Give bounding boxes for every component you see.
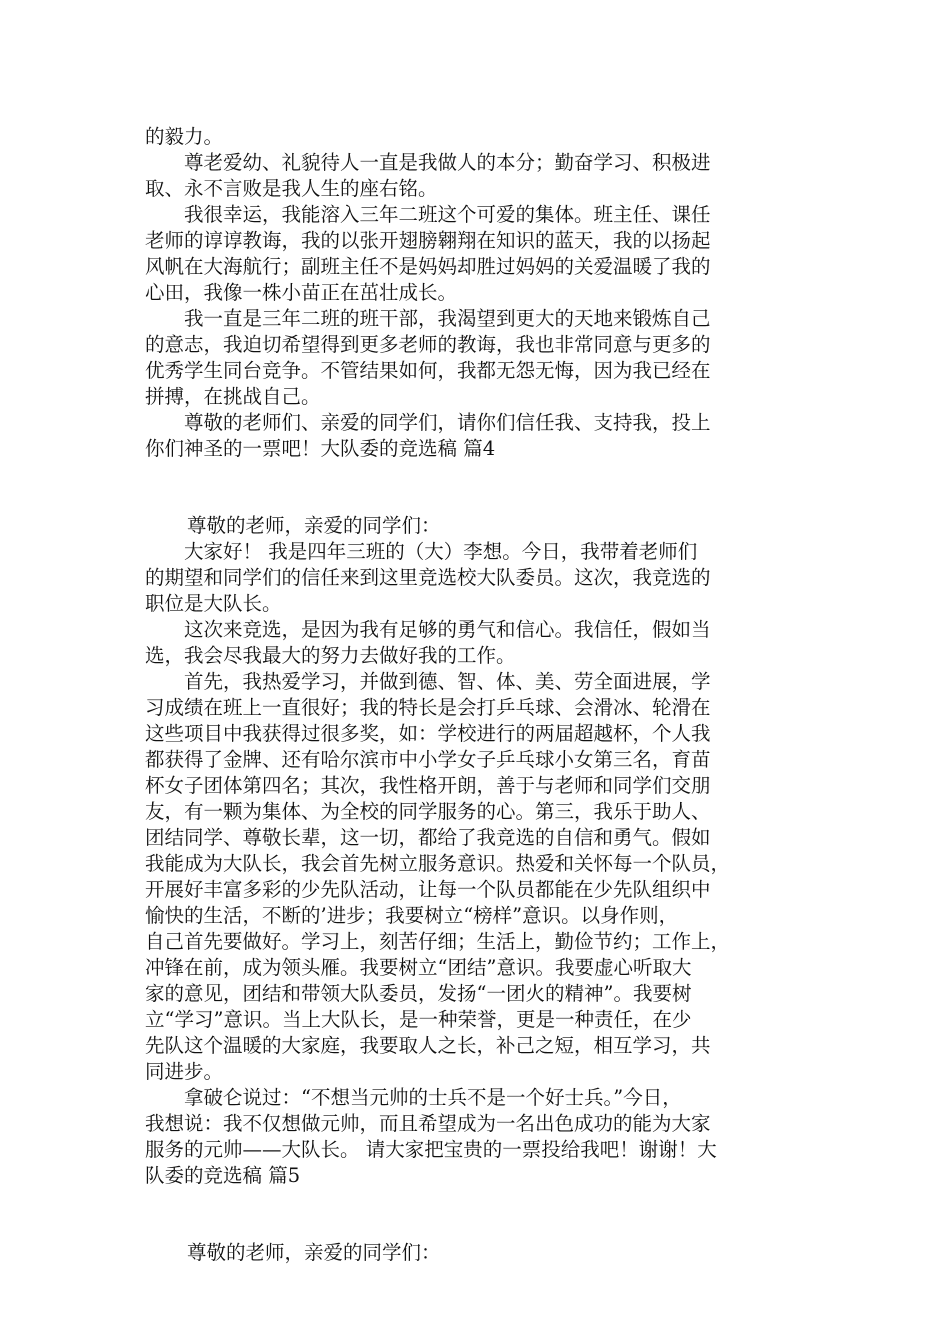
text-line: 的期望和同学们的信任来到这里竞选校大队委员。这次，我竞选的	[145, 566, 711, 589]
text-line: 我想说：我不仅想做元帅，而且希望成为一名出色成功的能为大家	[145, 1112, 711, 1135]
text-line: 家的意见，团结和带领大队委员，发扬“一团火的精神”。我要树	[145, 982, 692, 1005]
text-line: 开展好丰富多彩的少先队活动，让每一个队员都能在少先队组织中	[145, 878, 711, 901]
text-line: 立“学习”意识。当上大队长，是一种荣誉，更是一种责任，在少	[145, 1008, 692, 1031]
text-line: 首先，我热爱学习，并做到德、智、体、美、劳全面进展，学	[145, 670, 711, 693]
text-line: 我一直是三年二班的班干部，我渴望到更大的天地来锻炼自己	[145, 307, 711, 330]
section-heading-line: 队委的竞选稿 篇5	[145, 1164, 301, 1187]
text-line: 友，有一颗为集体、为全校的同学服务的心。第三，我乐于助人、	[145, 800, 711, 823]
text-line: 取、永不言败是我人生的座右铭。	[145, 177, 438, 200]
text-line: 风帆在大海航行；副班主任不是妈妈却胜过妈妈的关爱温暖了我的	[145, 255, 711, 278]
text-line: 老师的谆谆教诲，我的以张开翅膀翱翔在知识的蓝天，我的以扬起	[145, 229, 711, 252]
text-line: 优秀学生同台竞争。不管结果如何，我都无怨无悔，因为我已经在	[145, 359, 711, 382]
text-line: 拿破仑说过：“不想当元帅的士兵不是一个好士兵。”今日，	[145, 1086, 682, 1109]
text-line: 同进步。	[145, 1060, 224, 1083]
text-line: 这些项目中我获得过很多奖，如：学校进行的两届超越杯，个人我	[145, 722, 711, 745]
text-line: 杯女子团体第四名；其次，我性格开朗，善于与老师和同学们交朋	[145, 774, 711, 797]
text-line: 职位是大队长。	[145, 592, 282, 615]
salutation: 尊敬的老师，亲爱的同学们：	[187, 1241, 441, 1264]
text-line: 心田，我像一株小苗正在茁壮成长。	[145, 281, 458, 304]
text-line: 我很幸运，我能溶入三年二班这个可爱的集体。班主任、课任	[145, 203, 711, 226]
text-line: 愉快的生活，不断的’进步；我要树立“榜样”意识。以身作则，	[145, 904, 679, 927]
text-line: 的意志，我迫切希望得到更多老师的教诲，我也非常同意与更多的	[145, 333, 711, 356]
text-line: 尊老爱幼、礼貌待人一直是我做人的本分；勤奋学习、积极进	[145, 151, 711, 174]
text-line: 大家好！ 我是四年三班的（大）李想。今日，我带着老师们	[145, 540, 698, 563]
text-line: 这次来竞选，是因为我有足够的勇气和信心。我信任，假如当	[145, 618, 711, 641]
text-line: 冲锋在前，成为领头雁。我要树立“团结”意识。我要虚心听取大	[145, 956, 692, 979]
section-heading-line: 你们神圣的一票吧！大队委的竞选稿 篇4	[145, 437, 496, 460]
text-line: 服务的元帅——大队长。 请大家把宝贵的一票投给我吧！谢谢！大	[145, 1138, 717, 1161]
salutation: 尊敬的老师，亲爱的同学们：	[187, 514, 441, 537]
text-line: 尊敬的老师们、亲爱的同学们，请你们信任我、支持我，投上	[145, 411, 711, 434]
text-line: 的毅力。	[145, 125, 224, 148]
text-line: 都获得了金牌、还有哈尔滨市中小学女子乒乓球小女第三名，育苗	[145, 748, 711, 771]
text-line: 自己首先要做好。学习上，刻苦仔细；生活上，勤俭节约；工作上，	[145, 930, 731, 953]
text-line: 我能成为大队长，我会首先树立服务意识。热爱和关怀每一个队员，	[145, 852, 731, 875]
text-line: 先队这个温暖的大家庭，我要取人之长，补己之短，相互学习，共	[145, 1034, 711, 1057]
text-line: 拼搏，在挑战自己。	[145, 385, 321, 408]
text-line: 习成绩在班上一直很好；我的特长是会打乒乓球、会滑冰、轮滑在	[145, 696, 711, 719]
text-line: 团结同学、尊敬长辈，这一切，都给了我竞选的自信和勇气。假如	[145, 826, 711, 849]
text-line: 选，我会尽我最大的努力去做好我的工作。	[145, 644, 516, 667]
